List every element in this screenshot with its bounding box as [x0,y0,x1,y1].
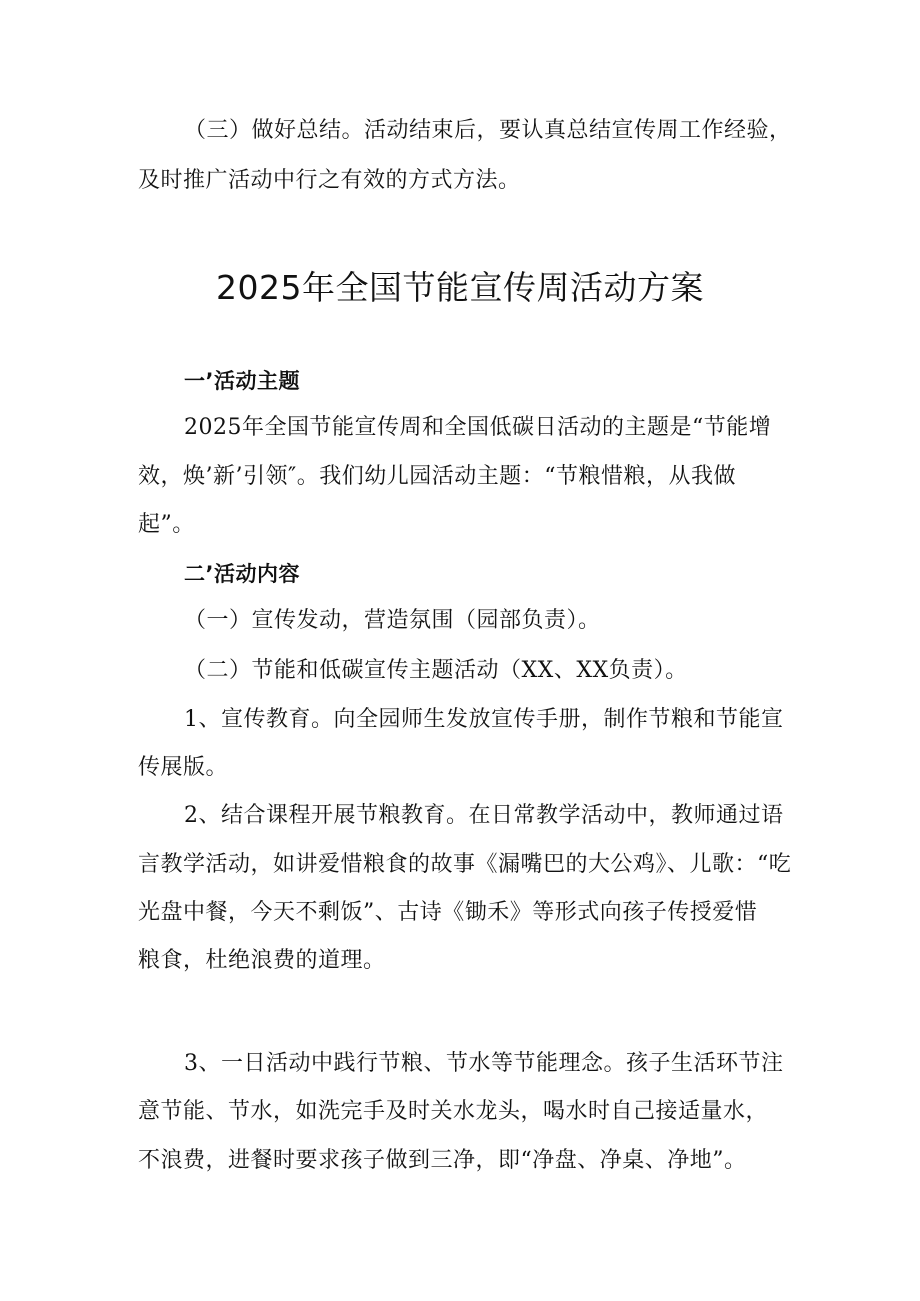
paragraph-line: 起”。 [138,512,195,537]
paragraph-line: 及时推广活动中行之有效的方式方法。 [138,168,521,193]
section-heading: 二’活动内容 [184,562,300,586]
paragraph-line: 2、结合课程开展节粮教育。在日常教学活动中，教师通过语 [184,803,784,828]
paragraph-line: 言教学活动，如讲爱惜粮食的故事《漏嘴巴的大公鸡》、儿歌：“吃 [138,852,792,877]
paragraph-line: 粮食，杜绝浪费的道理。 [138,948,386,973]
paragraph-line: （一）宣传发动，营造氛围（园部负责）。 [184,608,601,633]
paragraph-line: （二）节能和低碳宣传主题活动（XX、XX负责）。 [184,658,688,683]
section-heading: 一’活动主题 [184,369,300,393]
paragraph-line: 意节能、节水，如洗完手及时关水龙头，喝水时自己接适量水， [138,1099,769,1124]
paragraph-line: 光盘中餐，今天不剩饭”、古诗《锄禾》等形式向孩子传授爱惜 [138,900,758,925]
paragraph-line: （三）做好总结。活动结束后，要认真总结宣传周工作经验， [184,118,792,143]
paragraph-line: 不浪费，进餐时要求孩子做到三净，即“净盘、净桌、净地”。 [138,1148,747,1173]
page-title: 2025年全国节能宣传周活动方案 [216,268,704,307]
paragraph-line: 传展版。 [138,755,229,780]
paragraph-line: 效，焕’新’引领″。我们幼儿园活动主题：“节粮惜粮，从我做 [138,464,736,489]
paragraph-line: 1、宣传教育。向全园师生发放宣传手册，制作节粮和节能宣 [184,707,784,732]
paragraph-line: 3、一日活动中践行节粮、节水等节能理念。孩子生活环节注 [184,1051,784,1076]
paragraph-line: 2025年全国节能宣传周和全国低碳日活动的主题是“节能增 [184,415,772,440]
